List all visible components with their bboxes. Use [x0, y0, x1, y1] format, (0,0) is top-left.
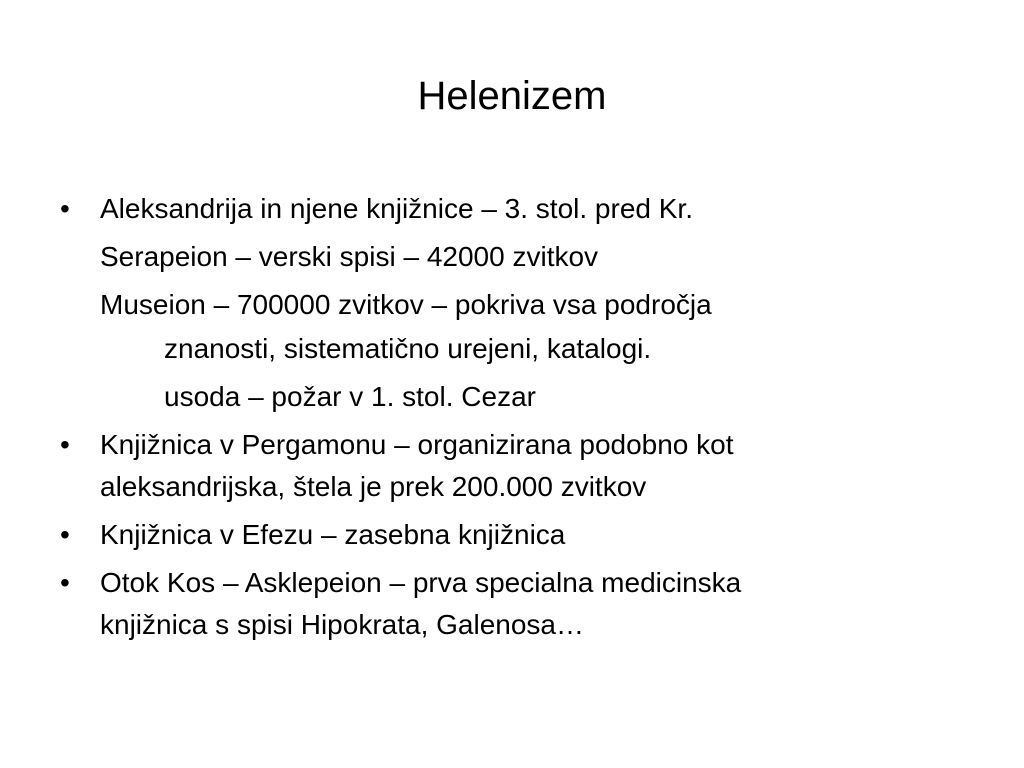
bullet-marker: • [60, 567, 70, 598]
bullet-item-kos-continued: knjižnica s spisi Hipokrata, Galenosa… [100, 609, 584, 640]
bullet-marker: • [60, 193, 70, 224]
sub-item-serapeion: Serapeion – verski spisi – 42000 zvitkov [100, 241, 599, 272]
bullet-item-kos: Otok Kos – Asklepeion – prva specialna medicinska [100, 567, 742, 598]
bullet-marker: • [60, 429, 70, 460]
slide-title: Helenizem [417, 74, 607, 118]
sub-item-museion: Museion – 700000 zvitkov – pokriva vsa področja [100, 289, 712, 320]
sub-item-fate: usoda – požar v 1. stol. Cezar [164, 381, 536, 412]
sub-item-museion-continued: znanosti, sistematično urejeni, katalogi. [164, 333, 652, 364]
bullet-item-pergamon: Knjižnica v Pergamonu – organizirana podobno kot [100, 429, 734, 460]
bullet-item-efez: Knjižnica v Efezu – zasebna knjižnica [100, 519, 566, 550]
bullet-item-alexandria: Aleksandrija in njene knjižnice – 3. stol. pred Kr. [100, 193, 693, 224]
bullet-item-pergamon-continued: aleksandrijska, štela je prek 200.000 zvitkov [100, 471, 647, 502]
bullet-marker: • [60, 519, 70, 550]
